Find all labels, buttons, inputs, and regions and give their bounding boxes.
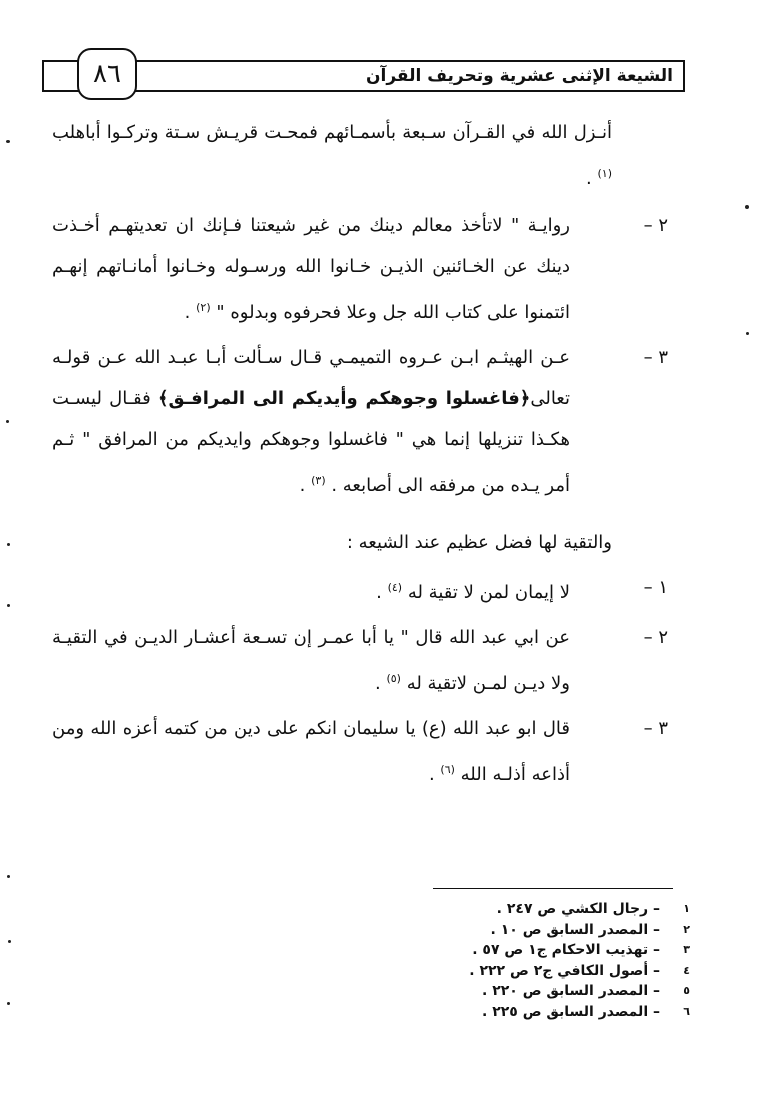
sentence-end: . [428, 764, 441, 785]
item-text: عـن الهيثـم ابـن عـروه التميمـي قـال سـألت أبـا عبـد الله عـن قولـه تعالى [52, 347, 570, 409]
intro-text: أنـزل الله في القـرآن سـبعة بأسمـائهم فمحـت قريـش سـتة وتركـوا أباهلب [52, 122, 612, 143]
scan-speck [7, 543, 10, 546]
footnote-ref: (٢) [196, 301, 211, 314]
footnote-number: ٥ [683, 984, 690, 997]
item-text: روايـة " لاتأخذ معالم دينك من غير شيعتنا فـإنك ان تعديتهـم أخـذت دينك عن الخـائنين الذيـن خـانوا الله ورسـوله وخـانوا أمانـاتهم إنهـم ائتمنوا على كتاب الله جل وعلا فحرفوه وبدلوه " [52, 215, 570, 323]
scan-speck [6, 140, 10, 143]
footnote-item [430, 981, 690, 1002]
footnote-ref: (١) [597, 167, 612, 180]
footnote-item [430, 920, 690, 941]
scan-speck [8, 940, 11, 943]
footnote-item [430, 899, 690, 920]
list-item [52, 708, 668, 795]
sentence-end: . [376, 582, 388, 603]
list-item [52, 337, 668, 506]
item-number: ٢ – [643, 627, 668, 648]
footnote-item [430, 961, 690, 982]
footnotes [430, 899, 690, 1022]
book-title: الشيعة الإثنى عشرية وتحريف القرآن [366, 66, 673, 86]
page-number: ٨٦ [77, 48, 137, 100]
footnote-text: – المصدر السابق ص ١٠ . [490, 921, 660, 938]
item-number: ٣ – [643, 718, 668, 739]
list-item [52, 205, 668, 333]
footnote-ref: (٣) [311, 474, 326, 487]
scan-speck [6, 420, 9, 423]
scan-speck [745, 205, 749, 209]
footnote-item [430, 940, 690, 961]
footnote-ref: (٤) [387, 581, 403, 594]
item-text: قال ابو عبد الله (ع) يا سليمان انكم على دين من كتمه أعزه الله ومن أذاعه أذلـه الله [52, 718, 570, 785]
quran-verse: ﴿فاغسلوا وجوهكم وأيديكم الى المرافـق﴾ [158, 388, 531, 409]
footnote-number: ١ [683, 902, 690, 915]
item-number: ٣ – [643, 347, 668, 368]
footnote-number: ٣ [683, 943, 690, 956]
subheading: والتقية لها فضل عظيم عند الشيعه : [346, 532, 612, 553]
footnote-text: – رجال الكشي ص ٢٤٧ . [496, 901, 660, 917]
intro-paragraph [52, 112, 612, 199]
footnote-ref: (٥) [386, 672, 401, 685]
list-item [52, 617, 668, 704]
main-text [52, 112, 668, 795]
footnote-divider [433, 888, 673, 889]
sentence-end: . [586, 168, 598, 189]
scan-speck [746, 332, 749, 335]
footnote-text: – أصول الكافي ج٢ ص ٢٢٢ . [469, 962, 660, 979]
sentence-end: . [375, 673, 387, 694]
sentence-end: . [299, 475, 312, 496]
item-number: ٢ – [643, 215, 668, 236]
footnote-text: – المصدر السابق ص ٢٢٥ . [482, 1003, 660, 1020]
scan-speck [7, 604, 10, 607]
footnote-text: – المصدر السابق ص ٢٢٠ . [482, 983, 660, 999]
footnote-number: ٤ [683, 963, 690, 977]
scan-speck [7, 1002, 10, 1005]
item-text: عن ابي عبد الله قال " يا أبا عمـر إن تسـعة أعشـار الديـن في التقيـة ولا ديـن لمـن لاتقية له [52, 627, 570, 694]
header-bar [42, 60, 685, 92]
item-text-continued: فقـال ليسـت هكـذا تنزيلها إنما هي " فاغسلوا وجوهكم وايديكم من المرافق " ثـم أمر يـده من مرفقه الى أصابعه . [52, 388, 570, 496]
item-number: ١ – [643, 577, 668, 598]
scan-speck [7, 875, 10, 878]
footnote-text: – تهذيب الاحكام ج١ ص ٥٧ . [472, 942, 660, 958]
list-item [52, 567, 668, 613]
footnote-item [430, 1002, 690, 1023]
footnote-number: ٦ [683, 1004, 690, 1018]
sentence-end: . [184, 302, 197, 323]
item-text: لا إيمان لمن لا تقية له [402, 582, 570, 603]
footnote-ref: (٦) [440, 763, 455, 776]
footnote-number: ٢ [683, 922, 690, 936]
